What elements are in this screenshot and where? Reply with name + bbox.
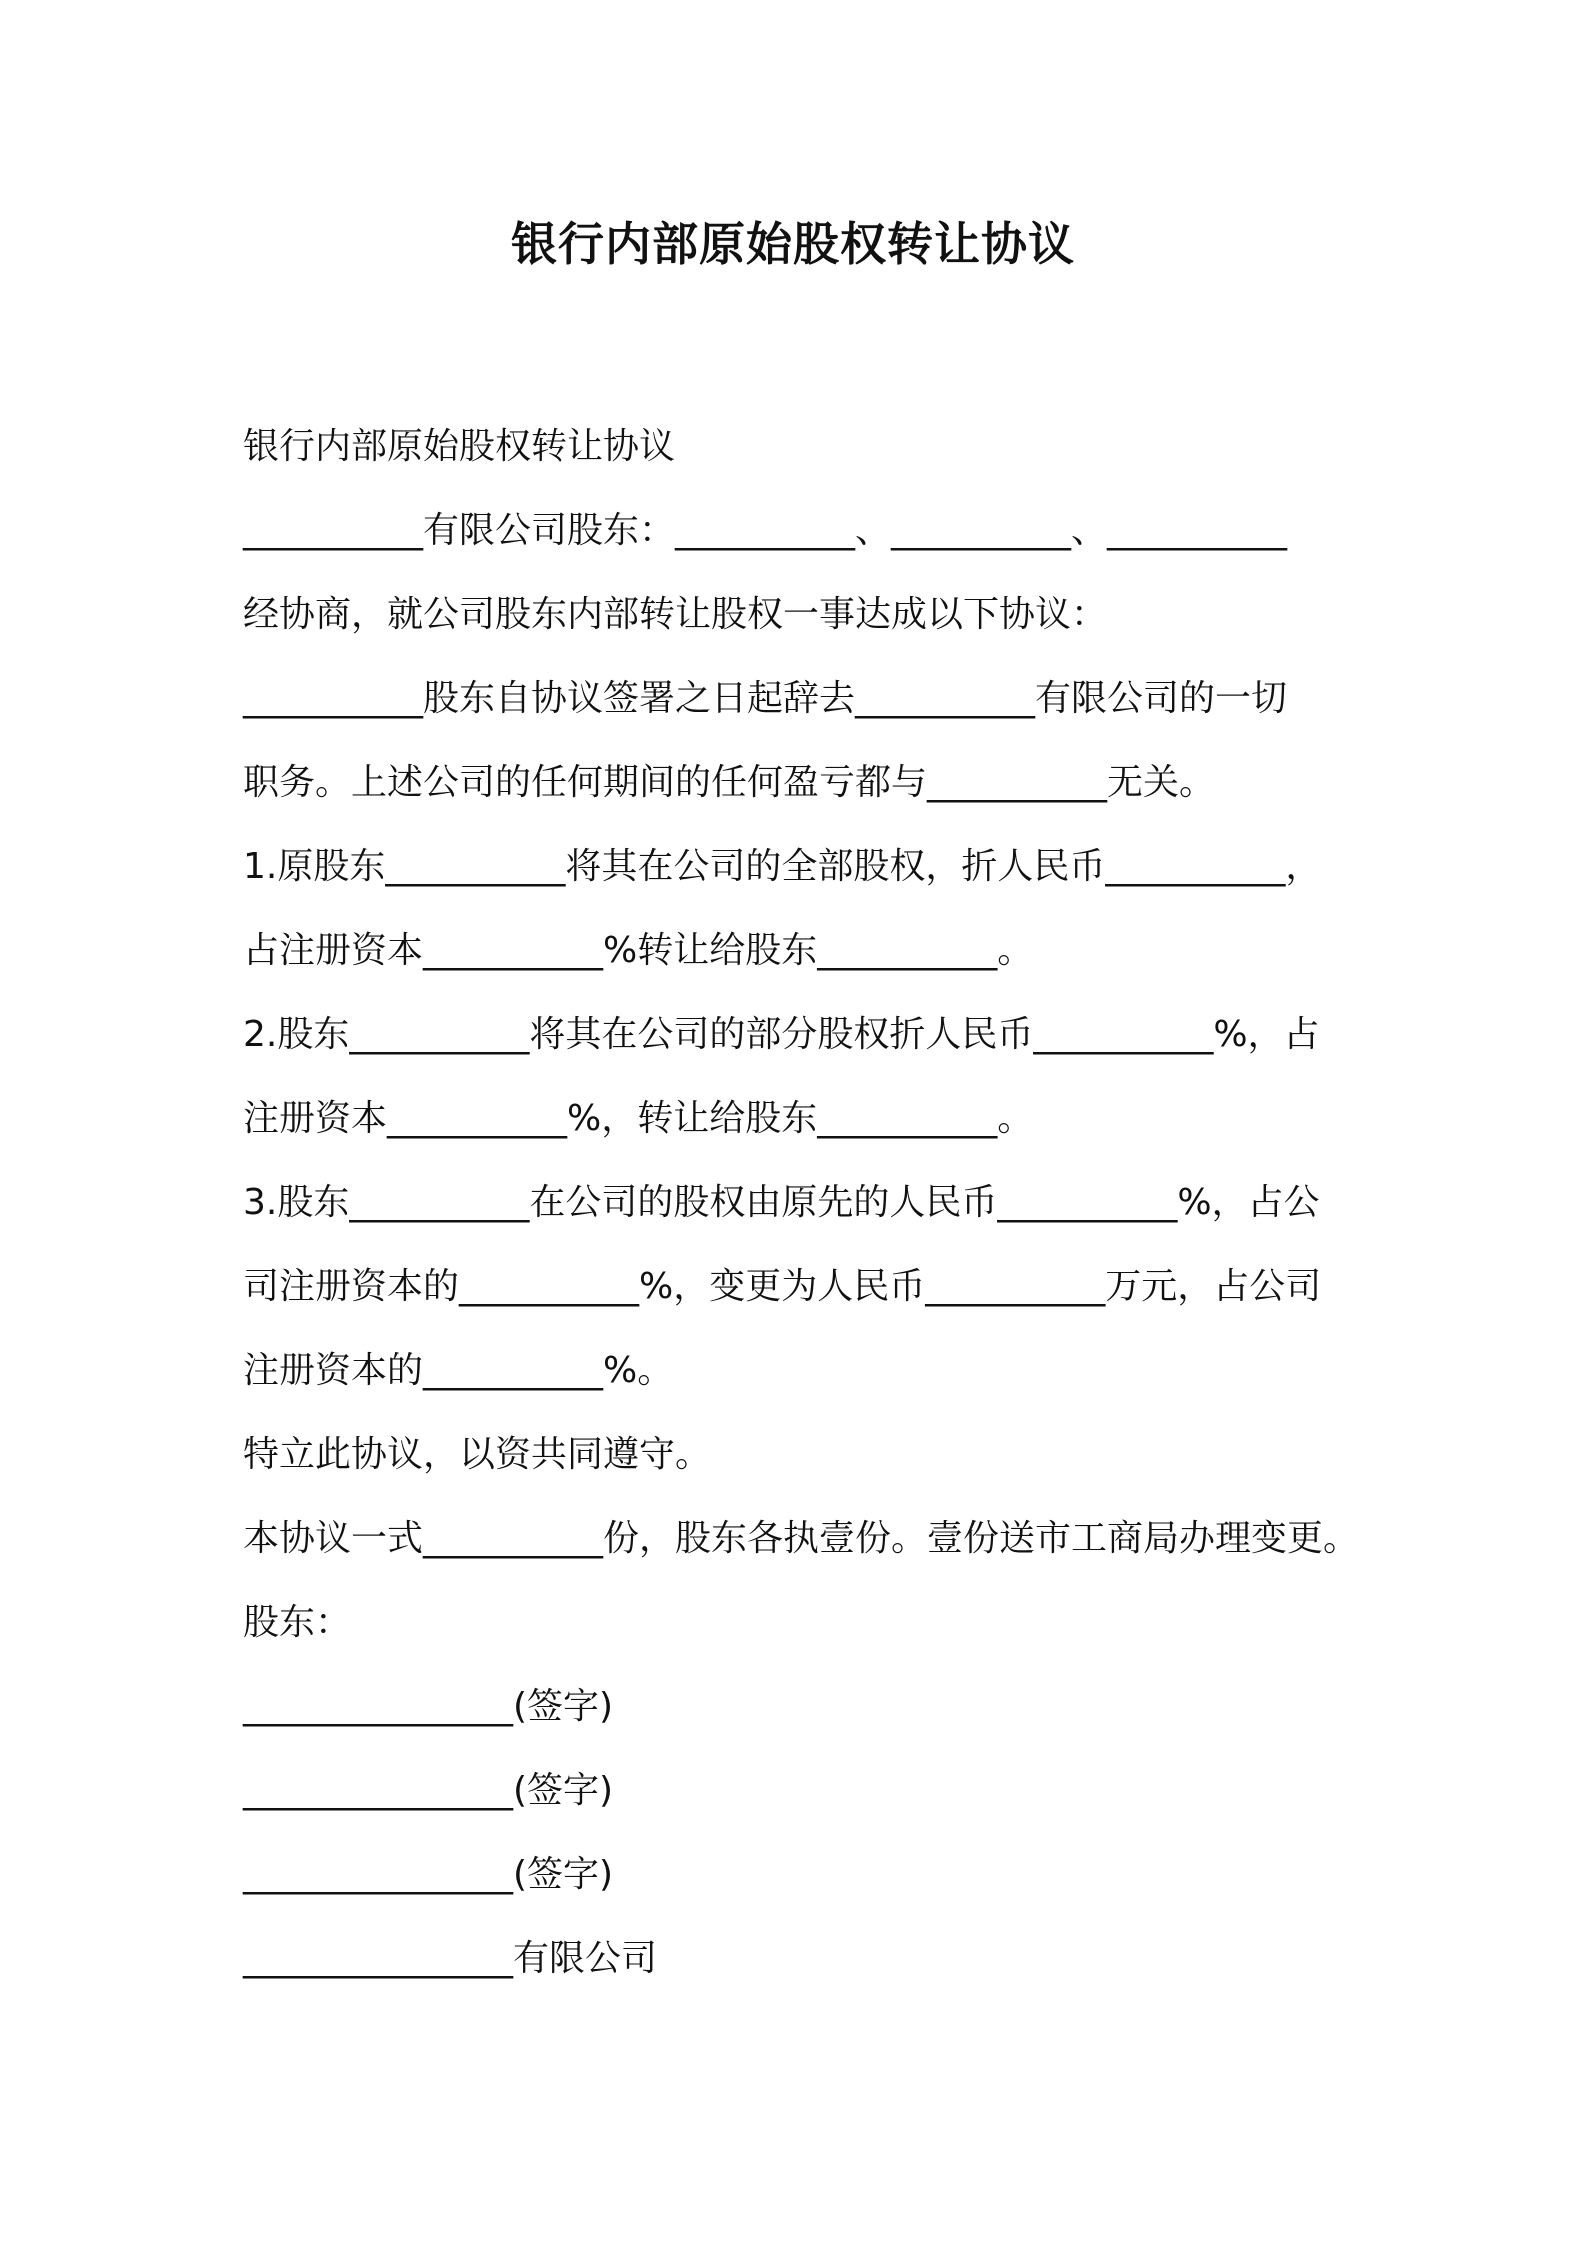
document-title: 银行内部原始股权转让协议 [511,217,1075,271]
body-line-clause-3c: 注册资本的__________%。 [243,1350,674,1391]
body-line-copies: 本协议一式__________份，股东各执壹份。壹份送市工商局办理变更。 [243,1518,1360,1559]
body-line-clause-1b: 占注册资本__________%转让给股东__________。 [243,930,1034,971]
body-line-clause-1a: 1.原股东__________将其在公司的全部股权，折人民币__________， [243,846,1322,887]
body-line-duties: 职务。上述公司的任何期间的任何盈亏都与__________无关。 [243,762,1216,803]
body-line-shareholders-label: 股东： [243,1602,352,1643]
body-line-heading: 银行内部原始股权转让协议 [243,426,676,467]
body-line-clause-3a: 3.股东__________在公司的股权由原先的人民币__________%，占公 [243,1182,1320,1223]
signature-line-3: _______________(签字) [243,1854,614,1895]
body-line-agreement: 特立此协议，以资共同遵守。 [243,1434,712,1475]
document-body [243,405,1358,2001]
body-line-resign: __________股东自协议签署之日起辞去__________有限公司的一切 [243,678,1288,719]
body-line-clause-2b: 注册资本__________%，转让给股东__________。 [243,1098,1034,1139]
signature-line-2: _______________(签字) [243,1770,614,1811]
body-line-shareholders [243,489,1358,573]
company-signature-line: _______________有限公司 [243,1938,658,1979]
body-line-text: __________有限公司股东：__________、__________、__________ [243,510,1288,551]
body-line-clause-3b: 司注册资本的__________%，变更为人民币__________万元，占公司 [243,1266,1322,1307]
body-line-clause-2a: 2.股东__________将其在公司的部分股权折人民币__________%，占 [243,1014,1320,1055]
signature-line-1: _______________(签字) [243,1686,614,1727]
body-line-consensus: 经协商，就公司股东内部转让股权一事达成以下协议： [243,594,1108,635]
